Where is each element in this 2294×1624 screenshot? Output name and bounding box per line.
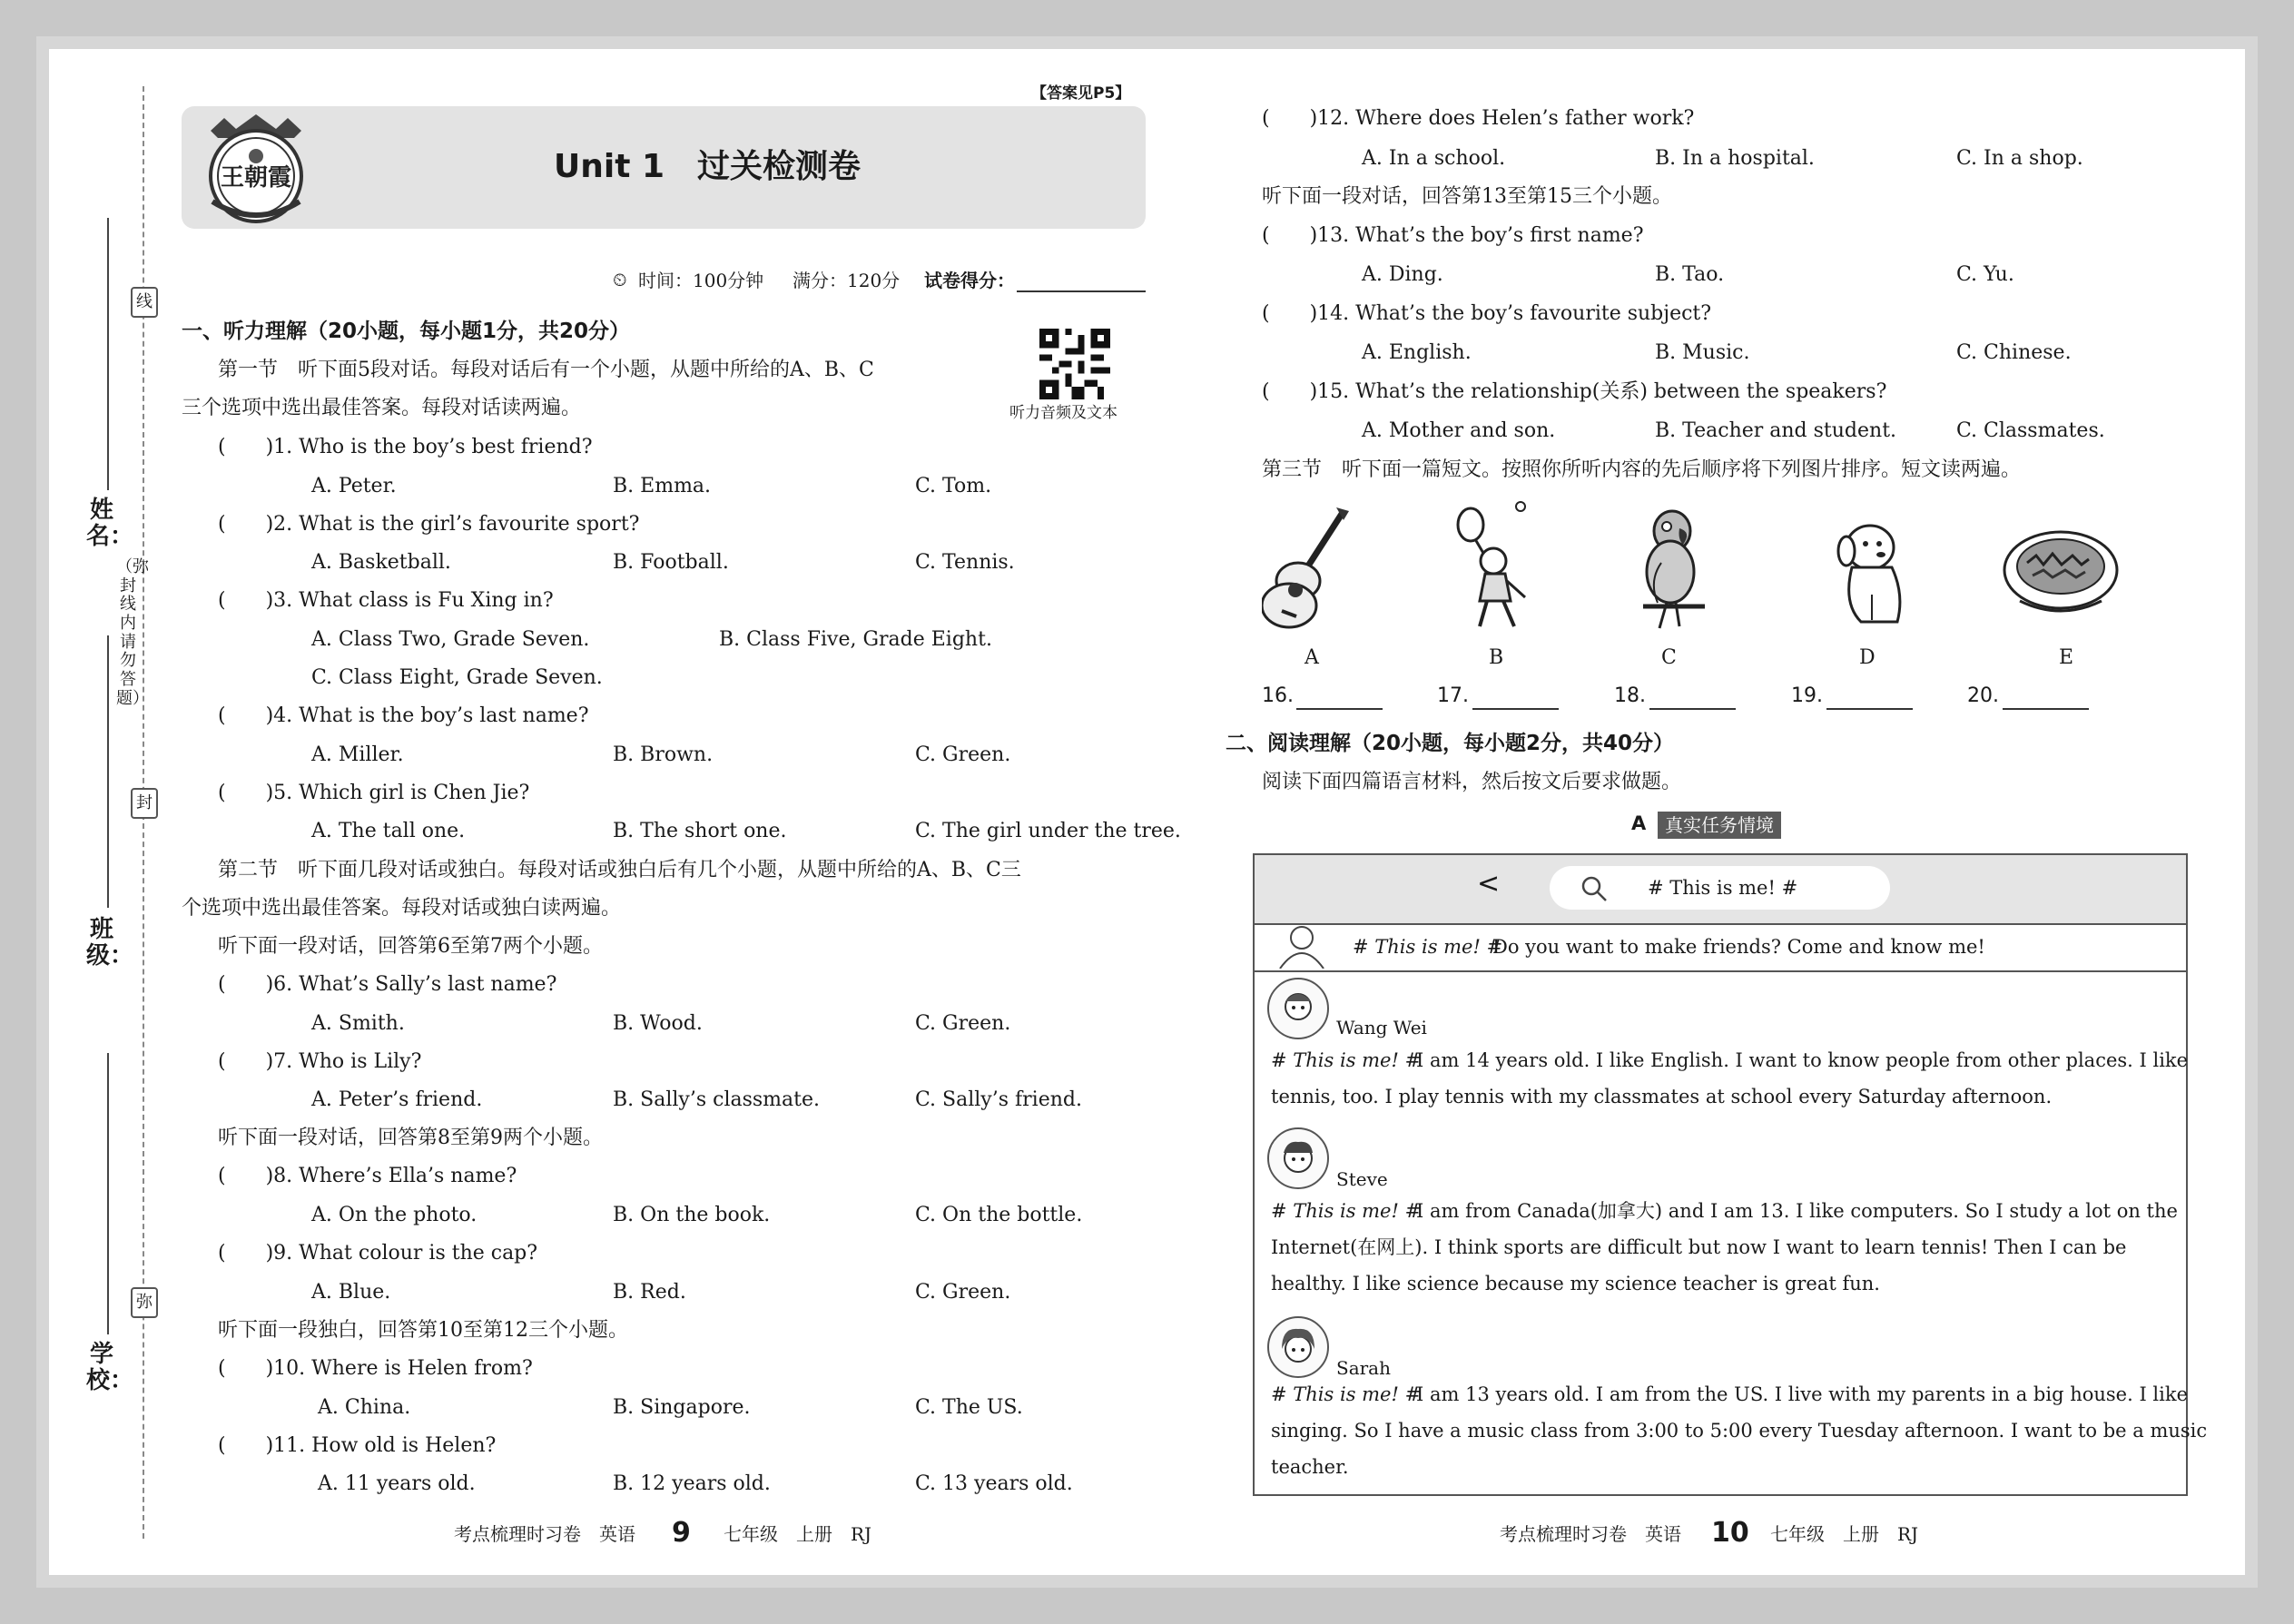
option-1c: C. Tom.	[915, 475, 992, 497]
blank-16[interactable]	[1296, 708, 1383, 710]
option-8c: C. On the bottle.	[915, 1204, 1083, 1226]
option-2c: C. Tennis.	[915, 551, 1015, 574]
option-10b: B. Singapore.	[613, 1396, 751, 1419]
post-tag-wang-wei: # This is me! #	[1271, 1049, 1422, 1071]
post-name-sarah: Sarah	[1336, 1357, 1391, 1379]
app-search-bar	[1255, 855, 2186, 925]
avatar-steve	[1267, 1127, 1329, 1189]
option-9c: C. Green.	[915, 1281, 1011, 1304]
question-5: ( )5. Which girl is Chen Jie?	[218, 782, 530, 804]
topic-tag: # This is me! #	[1353, 936, 1503, 958]
blank-17-label: 17.	[1437, 684, 1469, 707]
topic-bar	[1255, 923, 2186, 972]
part1-intro-b: 三个选项中选出最佳答案。每段对话读两遍。	[182, 397, 582, 419]
exam-time: 时间：100分钟	[638, 270, 764, 291]
option-12c: C. In a shop.	[1956, 147, 2083, 170]
footer-grade-left: 七年级 上册 RJ	[724, 1523, 872, 1545]
question-12: ( )12. Where does Helen’s father work?	[1262, 107, 1695, 130]
picture-label-a: A	[1305, 646, 1319, 669]
question-9: ( )9. What colour is the cap?	[218, 1242, 538, 1265]
option-10a: A. China.	[318, 1396, 411, 1419]
blank-19-label: 19.	[1791, 684, 1823, 707]
blank-17[interactable]	[1472, 708, 1559, 710]
publisher-logo	[192, 111, 320, 224]
passage-letter: A	[1631, 812, 1647, 834]
seal-note: （弥封线内请勿答题）	[116, 557, 149, 708]
option-8b: B. On the book.	[613, 1204, 771, 1226]
option-12b: B. In a hospital.	[1655, 147, 1815, 170]
post-text2-sarah: singing. So I have a music class from 3:00 to 5:00 every Tuesday afternoon. I want to be a music	[1271, 1420, 2208, 1442]
option-2a: A. Basketball.	[311, 551, 451, 574]
part2-intro-a: 第二节 听下面几段对话或独白。每段对话或独白后有几个小题，从题中所给的A、B、C三	[218, 859, 1021, 881]
option-11a: A. 11 years old.	[318, 1472, 476, 1495]
option-7c: C. Sally’s friend.	[915, 1088, 1082, 1111]
post-text1-wang-wei: I am 14 years old. I like English. I want to know people from other places. I like	[1416, 1049, 2189, 1071]
part2-intro-b: 个选项中选出最佳答案。每段对话或独白读两遍。	[182, 897, 622, 920]
search-icon	[1580, 875, 1608, 902]
post-name-wang-wei: Wang Wei	[1336, 1017, 1427, 1038]
question-7: ( )7. Who is Lily?	[218, 1050, 422, 1073]
logo-text: 王朝霞	[220, 164, 292, 192]
tennis-player-picture	[1443, 497, 1543, 634]
option-10c: C. The US.	[915, 1396, 1023, 1419]
option-7a: A. Peter’s friend.	[311, 1088, 483, 1111]
option-13c: C. Yu.	[1956, 263, 2014, 286]
blank-19[interactable]	[1826, 708, 1913, 710]
option-14b: B. Music.	[1655, 341, 1750, 364]
question-11: ( )11. How old is Helen?	[218, 1434, 497, 1457]
option-3b: B. Class Five, Grade Eight.	[719, 628, 992, 651]
guitar-picture	[1262, 504, 1357, 631]
post-text2-wang-wei: tennis, too. I play tennis with my classmates at school every Saturday afternoon.	[1271, 1086, 2053, 1107]
school-label: 学校：	[86, 1341, 134, 1394]
option-13b: B. Tao.	[1655, 263, 1725, 286]
option-15b: B. Teacher and student.	[1655, 419, 1897, 442]
option-14c: C. Chinese.	[1956, 341, 2072, 364]
option-14a: A. English.	[1362, 341, 1472, 364]
question-4: ( )4. What is the boy’s last name?	[218, 704, 589, 727]
option-8a: A. On the photo.	[311, 1204, 478, 1226]
name-blank[interactable]	[107, 218, 109, 490]
topic-text: Do you want to make friends? Come and know me!	[1492, 936, 1985, 958]
option-15a: A. Mother and son.	[1362, 419, 1556, 442]
question-8: ( )8. Where’s Ella’s name?	[218, 1165, 517, 1187]
search-text: # This is me! #	[1648, 877, 1798, 899]
picture-label-e: E	[2059, 646, 2074, 669]
sub-instruction-10-12: 听下面一段独白，回答第10至第12三个小题。	[218, 1319, 628, 1342]
blank-18[interactable]	[1649, 708, 1736, 710]
passage-badge: 真实任务情境	[1658, 812, 1781, 839]
seal-tag-seal: 封	[131, 788, 158, 819]
option-13a: A. Ding.	[1362, 263, 1443, 286]
question-6: ( )6. What’s Sally’s last name?	[218, 973, 557, 996]
search-field[interactable]	[1550, 866, 1890, 910]
option-12a: A. In a school.	[1362, 147, 1506, 170]
clock-icon: ⏲	[613, 269, 627, 290]
class-blank[interactable]	[107, 635, 109, 908]
full-score: 满分：120分	[793, 270, 901, 291]
question-2: ( )2. What is the girl’s favourite sport?	[218, 513, 640, 536]
puppy-picture	[1825, 513, 1911, 626]
score-label: 试卷得分：	[924, 270, 1015, 291]
post-text1-steve: I am from Canada(加拿大) and I am 13. I like computers. So I study a lot on the	[1416, 1200, 2178, 1222]
post-name-steve: Steve	[1336, 1168, 1388, 1190]
option-15c: C. Classmates.	[1956, 419, 2105, 442]
page-title: Unit 1 过关检测卷	[554, 148, 861, 185]
page-number-right: 10	[1711, 1517, 1749, 1549]
option-6c: C. Green.	[915, 1012, 1011, 1035]
social-post-panel	[1253, 853, 2208, 1496]
parrot-picture	[1634, 499, 1711, 631]
post-text3-steve: healthy. I like science because my science teacher is great fun.	[1271, 1273, 1880, 1294]
qr-caption: 听力音频及文本	[1009, 404, 1117, 422]
option-2b: B. Football.	[613, 551, 729, 574]
option-9b: B. Red.	[613, 1281, 686, 1304]
question-13: ( )13. What’s the boy’s first name?	[1262, 224, 1644, 247]
blank-16-label: 16.	[1262, 684, 1294, 707]
option-1a: A. Peter.	[311, 475, 397, 497]
option-4b: B. Brown.	[613, 743, 714, 766]
avatar-wang-wei	[1267, 978, 1329, 1039]
option-6a: A. Smith.	[311, 1012, 405, 1035]
question-14: ( )14. What’s the boy’s favourite subject?	[1262, 302, 1712, 325]
option-3c: C. Class Eight, Grade Seven.	[311, 666, 603, 689]
page-number-left: 9	[672, 1517, 691, 1549]
option-1b: B. Emma.	[613, 475, 712, 497]
option-4a: A. Miller.	[311, 743, 404, 766]
option-7b: B. Sally’s classmate.	[613, 1088, 821, 1111]
sub-instruction-6-7: 听下面一段对话，回答第6至第7两个小题。	[218, 935, 603, 958]
back-arrow-icon[interactable]: <	[1477, 868, 1501, 900]
post-tag-sarah: # This is me! #	[1271, 1383, 1422, 1405]
question-3: ( )3. What class is Fu Xing in?	[218, 589, 554, 612]
post-text3-sarah: teacher.	[1271, 1456, 1349, 1478]
footer-book-left: 考点梳理时习卷 英语	[454, 1523, 635, 1545]
part3-intro: 第三节 听下面一篇短文。按照你所听内容的先后顺序将下列图片排序。短文读两遍。	[1262, 458, 2022, 481]
post-tag-steve: # This is me! #	[1271, 1200, 1422, 1222]
food-plate-picture	[2002, 517, 2120, 617]
sub-instruction-13-15: 听下面一段对话，回答第13至第15三个小题。	[1262, 185, 1672, 208]
score-blank[interactable]	[1017, 290, 1146, 292]
blank-18-label: 18.	[1614, 684, 1646, 707]
question-1: ( )1. Who is the boy’s best friend?	[218, 436, 593, 458]
class-label: 班级：	[86, 916, 134, 969]
option-5b: B. The short one.	[613, 820, 787, 842]
user-icon	[1275, 923, 1329, 969]
question-15: ( )15. What’s the relationship(关系) between the speakers?	[1262, 380, 1887, 403]
blank-20-label: 20.	[1967, 684, 1999, 707]
seal-tag-mi: 弥	[131, 1287, 158, 1318]
section2-heading: 二、阅读理解（20小题，每小题2分，共40分）	[1226, 732, 1675, 755]
option-5a: A. The tall one.	[311, 820, 466, 842]
option-11b: B. 12 years old.	[613, 1472, 771, 1495]
answer-ref: 【答案见P5】	[1031, 84, 1131, 103]
option-6b: B. Wood.	[613, 1012, 703, 1035]
school-blank[interactable]	[107, 1053, 109, 1334]
option-3a: A. Class Two, Grade Seven.	[311, 628, 590, 651]
qr-code[interactable]	[1039, 329, 1110, 399]
footer-grade-right: 七年级 上册 RJ	[1770, 1523, 1919, 1545]
question-10: ( )10. Where is Helen from?	[218, 1357, 533, 1380]
blank-20[interactable]	[2003, 708, 2089, 710]
part1-intro-a: 第一节 听下面5段对话。每段对话后有一个小题，从题中所给的A、B、C	[218, 359, 874, 381]
sub-instruction-8-9: 听下面一段对话，回答第8至第9两个小题。	[218, 1127, 603, 1149]
option-9a: A. Blue.	[311, 1281, 391, 1304]
option-11c: C. 13 years old.	[915, 1472, 1073, 1495]
picture-label-b: B	[1489, 646, 1504, 669]
seal-tag-line: 线	[131, 287, 158, 318]
section1-heading: 一、听力理解（20小题，每小题1分，共20分）	[182, 320, 631, 343]
section2-intro: 阅读下面四篇语言材料，然后按文后要求做题。	[1262, 771, 1682, 793]
name-label: 姓名：	[86, 497, 134, 550]
picture-label-c: C	[1661, 646, 1677, 669]
picture-label-d: D	[1859, 646, 1876, 669]
post-text1-sarah: I am 13 years old. I am from the US. I live with my parents in a big house. I like	[1416, 1383, 2188, 1405]
post-text2-steve: Internet(在网上). I think sports are difficult but now I want to learn tennis! Then I can be	[1271, 1236, 2127, 1258]
avatar-sarah	[1267, 1316, 1329, 1378]
option-5c: C. The girl under the tree.	[915, 820, 1181, 842]
option-4c: C. Green.	[915, 743, 1011, 766]
footer-book-right: 考点梳理时习卷 英语	[1500, 1523, 1681, 1545]
